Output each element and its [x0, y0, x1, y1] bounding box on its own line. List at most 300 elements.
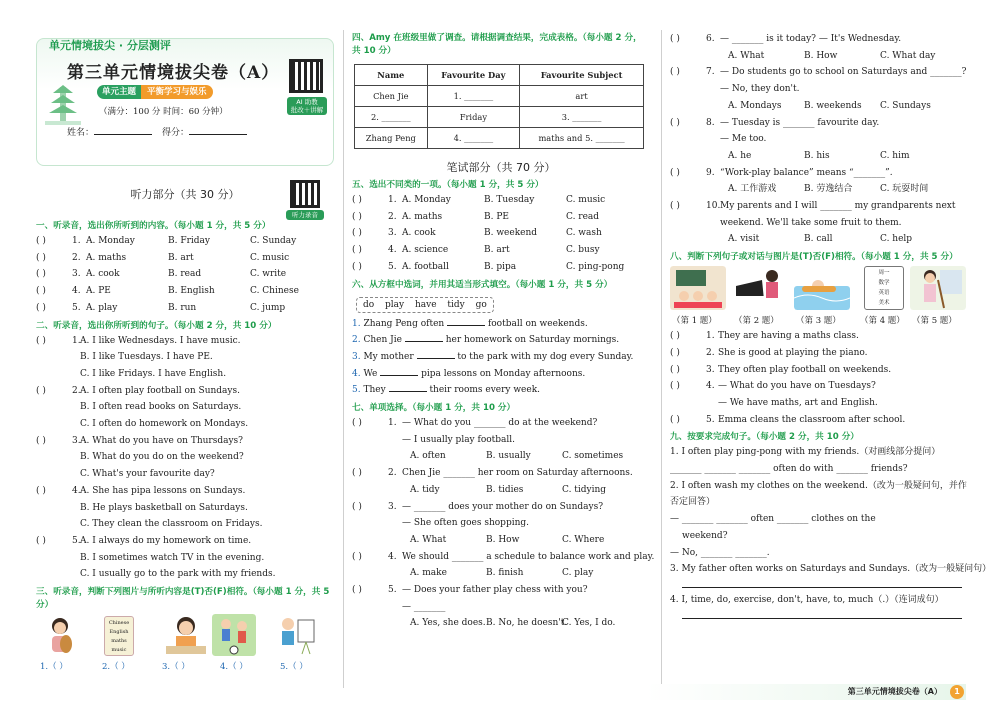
option-c[interactable]: C. Where — [562, 534, 605, 545]
pic-caption: （第 4 题） — [860, 316, 905, 327]
question-number: 1. — [706, 331, 715, 342]
question-row — [36, 516, 334, 533]
pic-label[interactable]: 1.（ ） — [40, 662, 68, 673]
option-a[interactable]: A. science — [402, 245, 449, 256]
option-a[interactable]: A. football — [402, 261, 449, 272]
section-8-pictures — [670, 266, 968, 328]
listening-title: 听力部分（共 30 分） — [130, 188, 240, 201]
option-a[interactable]: A. I often play football on Sundays. — [80, 385, 240, 396]
option-a[interactable]: A. he — [728, 150, 752, 161]
answer-bracket[interactable]: ( ) — [352, 228, 362, 239]
answer-bracket[interactable]: ( ) — [670, 364, 680, 375]
question-number: 3. — [388, 501, 397, 512]
table-cell[interactable]: 2. _______ — [355, 107, 428, 128]
option-a[interactable]: A. make — [410, 568, 447, 579]
question-number: 2. — [706, 347, 715, 358]
pic-label[interactable]: 2.（ ） — [102, 662, 130, 673]
question-row — [36, 300, 334, 317]
qr-code-icon[interactable] — [290, 180, 320, 208]
question-row — [352, 582, 650, 599]
question-text-cont: — I usually play football. — [402, 434, 516, 445]
section-3-title: 三、听录音，判断下列图片与所听内容是(T)否(F)相符。（每小题 1 分，共 5 分） — [36, 587, 330, 611]
question-row — [36, 449, 334, 466]
section-6-list — [352, 316, 650, 400]
sentence-end: her homework on Saturday mornings. — [445, 335, 620, 346]
page-number: 1 — [950, 685, 964, 699]
answer-line[interactable] — [682, 609, 962, 619]
option-a[interactable]: A. maths — [86, 252, 127, 263]
option-a[interactable]: A. tidy — [410, 484, 440, 495]
question-number: 2. — [72, 252, 81, 263]
option-a[interactable]: A. Yes, she does. — [410, 618, 486, 629]
question-row — [36, 333, 334, 350]
option-a[interactable]: A. I always do my homework on time. — [80, 535, 252, 546]
score-field[interactable] — [189, 125, 247, 135]
boy-painting-icon — [276, 614, 316, 656]
answer-bracket[interactable]: ( ) — [670, 167, 680, 178]
column-divider — [661, 30, 662, 688]
rewrite-q4: 4. I, time, do, exercise, don't, have, to, much（.）（连词成句） — [670, 594, 944, 605]
question-text: — _______ is it today? — It's Wednesday. — [720, 34, 902, 44]
statement: — What do you have on Tuesdays? — [718, 381, 876, 392]
piano-icon — [732, 266, 788, 310]
table-cell[interactable]: Friday — [427, 107, 520, 128]
tf-row — [670, 345, 968, 362]
table-cell[interactable]: 3. _______ — [520, 107, 644, 128]
fill-row — [352, 316, 650, 333]
option-c[interactable]: C. music — [566, 195, 606, 205]
option-c[interactable]: C. write — [250, 269, 287, 280]
theme-value: 平衡学习与娱乐 — [141, 85, 213, 99]
fill-row — [352, 382, 650, 399]
column-1 — [36, 30, 334, 686]
blank-line[interactable] — [417, 350, 455, 359]
answer-bracket[interactable]: ( ) — [36, 286, 46, 297]
option-c[interactable]: C. Sunday — [250, 236, 297, 246]
option-b[interactable]: B. weekend — [484, 228, 538, 239]
option-b[interactable]: B. finish — [486, 568, 524, 579]
question-row — [36, 466, 334, 483]
question-number: 3. — [706, 364, 715, 375]
question-row — [36, 566, 334, 583]
option-a[interactable]: A. play — [86, 302, 118, 313]
option-b[interactable]: B. What do you do on the weekend? — [80, 452, 244, 463]
option-b[interactable]: B. tidies — [486, 484, 524, 495]
option-a[interactable]: A. Mondays — [728, 100, 782, 111]
answer-bracket[interactable]: ( ) — [352, 245, 362, 256]
question-text: — Do students go to school on Saturdays and _______? — [720, 67, 967, 78]
answer-bracket[interactable]: ( ) — [352, 551, 362, 562]
section-8-list — [670, 328, 968, 428]
theme-label: 单元主题 — [97, 85, 141, 99]
blank-line[interactable] — [405, 333, 443, 342]
option-c[interactable]: C. him — [880, 150, 910, 161]
answer-bracket[interactable]: ( ) — [36, 485, 46, 496]
option-b[interactable]: B. No, he doesn't. — [486, 618, 568, 629]
name-score-line — [67, 125, 257, 138]
answer-bracket[interactable]: ( ) — [670, 67, 680, 78]
table-row — [355, 107, 644, 128]
option-c[interactable]: C. Chinese — [250, 286, 299, 297]
boy-writing-icon — [164, 614, 208, 656]
answer-bracket[interactable]: ( ) — [352, 468, 362, 479]
pic-caption: （第 3 题） — [796, 316, 841, 327]
sentence-start: My mother — [363, 351, 414, 362]
tf-row — [670, 328, 968, 345]
option-a[interactable]: A. Monday — [86, 236, 135, 246]
sentence-end: football on weekends. — [487, 318, 588, 329]
column-2 — [352, 28, 655, 686]
question-number: 1. — [388, 418, 397, 429]
page-footer — [646, 684, 966, 700]
footer-text: 第三单元情境拔尖卷（A） — [847, 687, 942, 696]
answer-bracket[interactable]: ( ) — [36, 269, 46, 280]
question-text: Chen Jie _______ her room on Saturday afternoons. — [402, 468, 633, 479]
option-b[interactable]: B. Tuesday — [484, 195, 535, 205]
fill-row — [352, 349, 650, 366]
answer-bracket[interactable]: ( ) — [670, 414, 680, 425]
option-c[interactable]: C. They clean the classroom on Fridays. — [80, 519, 263, 530]
option-a[interactable]: A. cook — [86, 269, 120, 280]
answer-bracket[interactable]: ( ) — [352, 211, 362, 222]
option-b[interactable]: B. English — [168, 286, 215, 297]
answer-bracket[interactable]: ( ) — [352, 585, 362, 596]
question-text: — _______ does your mother do on Sundays? — [402, 501, 604, 512]
option-a[interactable]: A. I like Wednesdays. I have music. — [80, 335, 241, 346]
fill-row — [352, 332, 650, 349]
option-c[interactable]: C. 玩耍时间 — [880, 184, 929, 195]
question-number: 5. — [388, 585, 397, 596]
question-row — [36, 366, 334, 383]
statement: They often play football on weekends. — [718, 364, 892, 375]
option-a[interactable]: A. maths — [402, 211, 443, 222]
option-c[interactable]: C. play — [562, 568, 594, 579]
option-c[interactable]: C. busy — [566, 245, 600, 256]
option-c[interactable]: C. music — [250, 252, 290, 263]
section-8-title: 八、判断下列句子或对话与图片是(T)否(F)相符。（每小题 1 分，共 5 分） — [670, 252, 958, 263]
question-text: My parents and I will _______ my grandparents next — [720, 201, 956, 212]
option-b[interactable]: B. How — [486, 534, 520, 545]
answer-bracket[interactable]: ( ) — [352, 261, 362, 272]
question-number: 3. — [388, 228, 397, 239]
option-c[interactable]: C. tidying — [562, 484, 607, 495]
option-b[interactable]: B. 劳逸结合 — [804, 184, 853, 195]
section-1-title: 一、听录音，选出你所听到的内容。（每小题 1 分，共 5 分） — [36, 221, 271, 231]
question-number: 4. — [388, 245, 397, 256]
question-row — [36, 399, 334, 416]
question-row — [36, 533, 334, 550]
option-a[interactable]: A. 工作游戏 — [728, 184, 777, 195]
table-cell[interactable]: maths and 5. _______ — [520, 128, 644, 149]
options-row — [670, 181, 968, 198]
question-number: 4. — [388, 551, 397, 562]
question-row — [352, 225, 650, 242]
table-cell[interactable]: art — [520, 86, 644, 107]
table-cell[interactable]: 4. _______ — [427, 128, 520, 149]
subject-card: Chinese English maths music — [104, 616, 134, 656]
answer-bracket[interactable]: ( ) — [36, 335, 46, 346]
sentence-end: pipa lessons on Monday afternoons. — [421, 368, 586, 379]
option-b[interactable]: B. How — [804, 50, 838, 61]
question-number: 1. — [388, 195, 397, 205]
option-b[interactable]: B. call — [804, 234, 833, 245]
tf-row — [670, 412, 968, 429]
option-a[interactable]: A. cook — [402, 228, 436, 239]
question-number: 6. — [706, 34, 715, 44]
answer-bracket[interactable]: ( ) — [36, 535, 46, 546]
option-a[interactable]: A. What do you have on Thursdays? — [80, 435, 243, 446]
option-b[interactable]: B. PE — [484, 211, 509, 222]
question-number: 1. — [72, 335, 81, 346]
question-number: 2. — [352, 335, 361, 346]
option-b[interactable]: B. art — [168, 252, 194, 263]
section-5-list — [352, 192, 650, 276]
section-3-pictures — [36, 612, 334, 672]
question-row — [36, 233, 334, 250]
question-number: 8. — [706, 117, 715, 128]
question-number: 1. — [352, 318, 361, 329]
options-row — [670, 231, 968, 248]
question-number: 4. — [72, 286, 81, 297]
pic-label[interactable]: 3.（ ） — [162, 662, 190, 673]
option-b[interactable]: B. run — [168, 302, 197, 313]
option-c[interactable]: C. I like Fridays. I have English. — [80, 368, 227, 379]
question-number: 5. — [352, 385, 361, 396]
option-b[interactable]: B. pipa — [484, 261, 517, 272]
section-2-list — [36, 333, 334, 584]
option-c[interactable]: C. wash — [566, 228, 602, 239]
table-cell[interactable]: 1. _______ — [427, 86, 520, 107]
option-b[interactable]: B. I often read books on Saturdays. — [80, 402, 242, 413]
question-number: 9. — [706, 167, 715, 178]
option-a[interactable]: A. She has pipa lessons on Sundays. — [80, 485, 246, 496]
option-c[interactable]: C. sometimes — [562, 451, 624, 462]
answer-bracket[interactable]: ( ) — [670, 34, 680, 44]
question-row — [670, 31, 968, 48]
question-number: 4. — [352, 368, 361, 379]
rewrite-q3: 3. My father often works on Saturdays and Sundays.（改为一般疑问句） — [670, 564, 992, 575]
option-c[interactable]: C. ping-pong — [566, 261, 625, 272]
question-row — [36, 500, 334, 517]
section-7-list — [352, 415, 655, 632]
girl-cleaning-icon — [910, 266, 966, 310]
question-row — [670, 115, 968, 132]
table-row — [355, 86, 644, 107]
option-c[interactable]: C. I often do homework on Mondays. — [80, 419, 249, 430]
option-c[interactable]: C. help — [880, 234, 913, 245]
qr-ai-label: AI 助教 批改＋讲解 — [287, 97, 327, 115]
answer-line[interactable] — [682, 578, 962, 588]
statement: Emma cleans the classroom after school. — [718, 414, 906, 425]
tf-row — [670, 362, 968, 379]
answer-bracket[interactable]: ( ) — [36, 385, 46, 396]
question-number: 3. — [72, 435, 81, 446]
option-a[interactable]: A. What — [410, 534, 447, 545]
blank-line[interactable] — [380, 367, 418, 376]
question-number: 3. — [72, 269, 81, 280]
section-7-list-cont — [670, 31, 968, 248]
section-2-title: 二、听录音，选出你所听到的句子。（每小题 2 分，共 10 分） — [36, 320, 277, 331]
option-c[interactable]: C. What's your favourite day? — [80, 469, 215, 480]
section-6-title: 六、从方框中选词，并用其适当形式填空。（每小题 1 分，共 5 分） — [352, 279, 613, 290]
question-text: We should _______ a schedule to balance work and play. — [402, 551, 655, 562]
question-number: 1. — [72, 236, 81, 246]
rewrite-q2: 2. I often wash my clothes on the weekend.（改为一般疑问句，并作 — [670, 480, 967, 491]
answer-bracket[interactable]: ( ) — [36, 302, 46, 313]
score-time: （满分：100 分 时间：60 分钟） — [99, 107, 228, 117]
option-c[interactable]: C. What day — [880, 50, 936, 61]
question-row — [352, 499, 650, 516]
playing-football-icon — [212, 614, 256, 656]
name-label: 姓名： — [67, 128, 95, 138]
fill-row — [352, 366, 650, 383]
answer-bracket[interactable]: ( ) — [352, 418, 362, 429]
rewrite-q2-answer-cont: weekend? — [682, 530, 728, 541]
option-c[interactable]: C. read — [566, 211, 600, 222]
pic-caption: （第 1 题） — [672, 316, 717, 327]
answer-bracket[interactable]: ( ) — [670, 347, 680, 358]
option-b[interactable]: B. Friday — [168, 236, 210, 246]
sentence-end: their rooms every week. — [429, 385, 541, 396]
tf-row — [670, 378, 968, 395]
paper-title: 第三单元情境拔尖卷（A） — [67, 63, 280, 83]
option-a[interactable]: A. visit — [728, 234, 760, 245]
score-label: 得分： — [162, 128, 190, 138]
question-number: 10. — [706, 201, 721, 212]
question-number: 2. — [388, 468, 397, 479]
question-row — [36, 483, 334, 500]
sentence-end: to the park with my dog every Sunday. — [457, 351, 634, 362]
answer-bracket[interactable]: ( ) — [352, 501, 362, 512]
question-number: 2. — [72, 385, 81, 396]
question-row — [352, 259, 650, 276]
section-4-title: 四、Amy 在班级里做了调查。请根据调查结果，完成表格。（每小题 2 分，共 10 分） — [352, 33, 642, 56]
options-row — [352, 448, 650, 465]
rewrite-q2-answer-no[interactable]: — No, _______ _______. — [670, 547, 770, 558]
question-text: — Tuesday is _______ favourite day. — [720, 117, 880, 128]
question-row — [670, 198, 968, 215]
question-row — [36, 266, 334, 283]
table-cell[interactable]: Zhang Peng — [355, 128, 428, 149]
answer-bracket[interactable]: ( ) — [670, 117, 680, 128]
option-b[interactable]: B. weekends — [804, 100, 862, 111]
option-b[interactable]: B. art — [484, 245, 510, 256]
option-b[interactable]: B. usually — [486, 451, 531, 462]
option-b[interactable]: B. I like Tuesdays. I have PE. — [80, 352, 213, 363]
writing-title: 笔试部分（共 70 分） — [446, 161, 556, 174]
option-a[interactable]: A. What — [728, 50, 765, 61]
question-text-cont: — No, they don't. — [720, 84, 800, 95]
brand-title: 单元情境拔尖 · 分层测评 — [49, 39, 171, 52]
question-row — [352, 415, 650, 432]
option-b[interactable]: B. He plays basketball on Saturdays. — [80, 502, 248, 513]
rewrite-q1-answer[interactable]: _______ _______ _______ often do with _______ friends? — [670, 464, 908, 475]
question-number: 3. — [352, 351, 361, 362]
question-row — [352, 242, 650, 259]
qr-listen-label: 听力录音 — [286, 210, 324, 220]
pic-caption: （第 5 题） — [912, 316, 957, 327]
pagoda-icon — [43, 79, 83, 129]
question-number: 4. — [72, 485, 81, 496]
name-field[interactable] — [94, 125, 152, 135]
question-row — [36, 349, 334, 366]
question-row — [36, 250, 334, 267]
question-text-cont: weekend. We'll take some fruit to them. — [720, 217, 902, 228]
pic-caption: （第 2 题） — [734, 316, 779, 327]
swimming-icon — [794, 266, 850, 310]
question-number: 5. — [388, 261, 397, 272]
option-c[interactable]: C. Sundays — [880, 100, 931, 111]
option-a[interactable]: A. Monday — [402, 195, 451, 205]
listening-title-row — [36, 176, 334, 219]
section-5-title: 五、选出不同类的一项。（每小题 1 分，共 5 分） — [352, 180, 544, 190]
option-c[interactable]: C. I usually go to the park with my friends. — [80, 569, 276, 580]
question-row — [36, 416, 334, 433]
table-header: Favourite Day — [427, 65, 520, 86]
question-number: 5. — [706, 414, 715, 425]
answer-bracket[interactable]: ( ) — [352, 195, 362, 205]
pic-label[interactable]: 5.（ ） — [280, 662, 308, 673]
option-b[interactable]: B. his — [804, 150, 830, 161]
answer-bracket[interactable]: ( ) — [670, 331, 680, 342]
exam-header — [36, 38, 334, 166]
options-row — [352, 565, 650, 582]
schedule-card: 周一 数学 英语 美术 — [864, 266, 904, 310]
column-divider — [343, 30, 344, 688]
answer-bracket[interactable]: ( ) — [670, 381, 680, 392]
answer-bracket[interactable]: ( ) — [670, 201, 680, 212]
option-b[interactable]: B. read — [168, 269, 202, 280]
maths-class-icon — [670, 266, 726, 310]
word-box: do play have tidy go — [356, 297, 494, 313]
answer-bracket[interactable]: ( ) — [36, 435, 46, 446]
options-row — [670, 48, 968, 65]
qr-code-icon[interactable] — [289, 59, 323, 93]
option-c[interactable]: C. jump — [250, 302, 286, 313]
statement: She is good at playing the piano. — [718, 347, 868, 358]
question-row — [670, 64, 968, 81]
question-number: 2. — [388, 211, 397, 222]
blank-line[interactable] — [447, 317, 485, 326]
pic-label[interactable]: 4.（ ） — [220, 662, 248, 673]
options-row — [352, 482, 650, 499]
rewrite-q2-answer[interactable]: — _______ _______ often _______ clothes on the — [670, 514, 876, 525]
statement: They are having a maths class. — [718, 331, 859, 342]
option-a[interactable]: A. often — [410, 451, 446, 462]
question-text: “Work-play balance” means “_______”. — [720, 167, 893, 178]
question-text-cont: — Me too. — [720, 134, 767, 145]
option-a[interactable]: A. PE — [86, 286, 111, 297]
answer-bracket[interactable]: ( ) — [36, 252, 46, 263]
question-row — [36, 550, 334, 567]
table-row — [355, 128, 644, 149]
option-c[interactable]: C. Yes, I do. — [562, 618, 616, 629]
table-cell[interactable]: Chen Jie — [355, 86, 428, 107]
table-header: Name — [355, 65, 428, 86]
question-row — [352, 192, 650, 209]
sentence-start: We — [363, 368, 378, 379]
option-b[interactable]: B. I sometimes watch TV in the evening. — [80, 552, 265, 563]
question-number: 7. — [706, 67, 715, 78]
section-9-title: 九、按要求完成句子。（每小题 2 分，共 10 分） — [670, 432, 859, 443]
answer-bracket[interactable]: ( ) — [36, 236, 46, 246]
options-row — [352, 615, 650, 632]
blank-line[interactable] — [389, 383, 427, 392]
question-text-cont: — _______ — [402, 601, 446, 612]
question-number: 4. — [706, 381, 715, 392]
options-row — [670, 98, 968, 115]
question-row — [36, 383, 334, 400]
